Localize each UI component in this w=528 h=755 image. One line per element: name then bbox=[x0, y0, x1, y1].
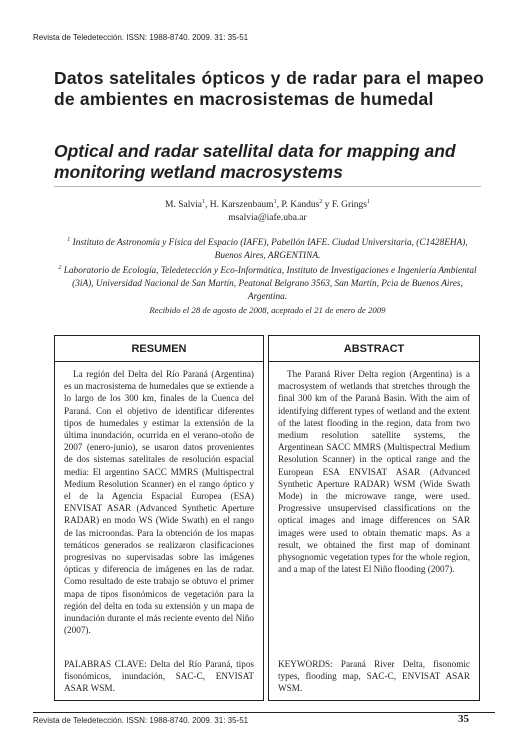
resumen-box bbox=[54, 335, 264, 701]
abstract-box bbox=[268, 335, 480, 701]
affiliation-1 bbox=[54, 234, 481, 262]
affiliation-text: Laboratorio de Ecología, Teledetección y Eco-Informática, Instituto de Investigaciones e Ingeniería Ambiental (3iA), Universidad Nacional de San Martín, Peatonal Belgrano 3563, San Martín, Pcia de Buenos Aires, Argentina. bbox=[61, 266, 477, 302]
abstract-body bbox=[278, 368, 470, 575]
author-affil-mark: 1 bbox=[366, 199, 370, 205]
author-affil-mark: 1 bbox=[201, 199, 205, 205]
author-name: , P. Kandus bbox=[276, 200, 320, 211]
affiliation-2 bbox=[54, 262, 481, 303]
abstract-heading: ABSTRACT bbox=[269, 336, 479, 362]
affiliation-mark: 1 bbox=[67, 237, 71, 243]
affiliation-mark: 2 bbox=[58, 265, 62, 272]
title-rule bbox=[54, 186, 481, 187]
footer-rule bbox=[33, 712, 495, 713]
abstract-text: The Paraná River Delta region (Argentina) is a macrosystem of wetlands that stretches through the final 300 km of the Paraná Basin. With the aim of identifying different types of wetland and the extent of the latest flooding in the region, data from two medium resolution satellite systems, the Argentinean SACC MMRS (Multispectral Medium Resolution Scanner) in the optical range and the European ESA ENVISAT ASAR (Advanced Synthetic Aperture RADAR) WSM (Wide Swath Mode) in the microwave range, were used. Progressive unsupervised classifications on the optical images and image differences on SAR images were used to obtain thematic maps. As a result, we obtained the first map of dominant physognomic vegetation types for the whole region, and a map of the latest El Niño flooding (2007). bbox=[278, 369, 470, 575]
resumen-keywords: PALABRAS CLAVE: Delta del Río Paraná, tipos fisonómicos, inundación, SAC-C, ENVISAT ASAR WSM. bbox=[64, 659, 254, 694]
affiliation-text: Instituto de Astronomía y Física del Espacio (IAFE), Pabellón IAFE. Ciudad Universitaria, (C1428EHA), Buenos Aires, ARGENTINA. bbox=[70, 238, 468, 261]
authors-block bbox=[54, 196, 481, 225]
author-list bbox=[54, 196, 481, 212]
author-name: , H. Karszenbaum bbox=[204, 200, 274, 211]
author-affil-mark: 2 bbox=[319, 199, 323, 205]
affiliations bbox=[54, 234, 481, 303]
author-name: y F. Grings bbox=[322, 200, 367, 211]
page-number: 35 bbox=[458, 713, 469, 725]
title-spanish: Datos satelitales ópticos y de radar para el mapeo de ambientes en macrosistemas de humedal bbox=[54, 68, 484, 109]
resumen-body bbox=[64, 368, 254, 636]
resumen-heading: RESUMEN bbox=[55, 336, 263, 362]
abstract-keywords: KEYWORDS: Paraná River Delta, fisonomic types, flooding map, SAC-C, ENVISAT ASAR WSM. bbox=[278, 659, 470, 694]
author-email: msalvia@iafe.uba.ar bbox=[228, 213, 307, 224]
running-head: Revista de Teledetección. ISSN: 1988-8740. 2009. 31: 35-51 bbox=[33, 33, 249, 42]
title-english: Optical and radar satellital data for mapping and monitoring wetland macrosystems bbox=[54, 141, 456, 182]
footer-text: Revista de Teledetección. ISSN: 1988-8740. 2009. 31: 35-51 bbox=[33, 716, 249, 725]
author-name: M. Salvia bbox=[165, 200, 202, 211]
author-affil-mark: 1 bbox=[273, 199, 277, 205]
resumen-text: La región del Delta del Río Paraná (Argentina) es un macrosistema de humedales que se extiende a lo largo de los 300 km, finales de la Cuenca del Paraná. Con el objetivo de identificar diferentes tipos de humedales y estimar la extensión de la última inundación, ocurrida en el verano-otoño de 2007 (enero-junio), se usaron datos provenientes de dos sistemas satelitales de resolución espacial media: El argentino SACC MMRS (Multispectral Medium Resolution Scanner) en el rango óptico y el de la Agencia Espacial Europea (ESA) ENVISAT ASAR (Advanced Synthetic Aperture RADAR) en modo WS (Wide Swath) en el rango de las microondas. Para la obtención de los mapas temáticos generados se realizaron clasificaciones progresivas no supervisadas sobre las imágenes ópticas y diferencia de imágenes en las de radar. Como resultado de este trabajo se obtuvo el primer mapa de tipos fisonómicos de vegetación para la región del delta en toda su extensión y un mapa de inundación durante el más reciente evento del Niño (2007). bbox=[64, 369, 254, 636]
received-date: Recibido el 28 de agosto de 2008, aceptado el 21 de enero de 2009 bbox=[149, 305, 386, 315]
